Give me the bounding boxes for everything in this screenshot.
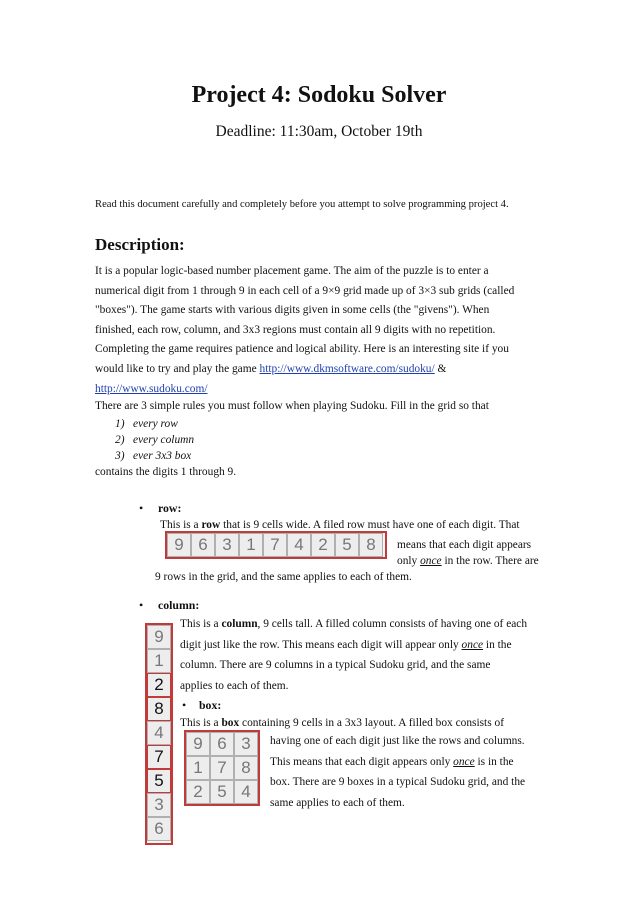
- bullet-icon: •: [139, 598, 144, 612]
- intro-text: Read this document carefully and completely before you attempt to solve programming project 4.: [95, 199, 509, 210]
- box-text-line: [270, 752, 542, 773]
- description-text: would like to try and play the game: [95, 362, 260, 375]
- rule-text: ever 3x3 box: [133, 450, 192, 462]
- description-line: numerical digit from 1 through 9 in each cell of a 9×9 grid made up of 3×3 sub grids (called: [95, 284, 515, 297]
- text-bold: column: [221, 618, 258, 630]
- column-cell: 1: [147, 649, 171, 673]
- text-fragment: that is 9 cells wide. A filed row must have one of each digit. That: [220, 519, 520, 531]
- row-cell: 9: [167, 533, 191, 557]
- row-cell: 5: [335, 533, 359, 557]
- rule-number: 3): [115, 450, 125, 462]
- description-line: It is a popular logic-based number placement game. The aim of the puzzle is to enter a: [95, 265, 489, 277]
- text-fragment: in the row. There are: [441, 555, 539, 567]
- text-fragment: is in the: [474, 755, 514, 768]
- column-cell: 6: [147, 817, 171, 841]
- row-cell: 3: [215, 533, 239, 557]
- page-title: Project 4: Sodoku Solver: [191, 82, 447, 108]
- row-cell: 1: [239, 533, 263, 557]
- row-grid: [165, 531, 387, 559]
- rule-text: every column: [133, 434, 195, 446]
- row-cell: 2: [311, 533, 335, 557]
- box-text-line: having one of each digit just like the rows and columns.: [270, 735, 525, 747]
- column-paragraph: [180, 614, 542, 696]
- bullet-icon: •: [182, 698, 187, 712]
- description-line: [95, 380, 555, 400]
- text-fragment: This is a: [160, 519, 202, 531]
- column-text-line: applies to each of them.: [180, 679, 289, 692]
- box-paragraph: [270, 731, 542, 813]
- rule-item: [115, 450, 191, 462]
- column-cell: 3: [147, 793, 171, 817]
- box-cell: 5: [210, 780, 234, 804]
- column-cell: 7: [147, 745, 171, 769]
- description-line: finished, each row, column, and 3x3 regions must contain all 9 digits with no repetition.: [95, 323, 496, 336]
- rule-number: 2): [115, 434, 125, 446]
- bullet-icon: •: [139, 501, 144, 515]
- sudoku-link[interactable]: http://www.sudoku.com/: [95, 382, 208, 395]
- text-emphasis: once: [420, 555, 442, 567]
- dkmsoftware-link[interactable]: http://www.dkmsoftware.com/sudoku/: [259, 362, 435, 375]
- rules-intro: There are 3 simple rules you must follow when playing Sudoku. Fill in the grid so that: [95, 400, 489, 412]
- box-cell: 1: [186, 756, 210, 780]
- row-text-line: means that each digit appears: [397, 539, 532, 551]
- description-text: &: [434, 362, 447, 375]
- text-fragment: in the: [483, 638, 512, 651]
- description-line: Completing the game requires patience and logical ability. Here is an interesting site if you: [95, 343, 509, 356]
- text-emphasis: once: [453, 755, 475, 768]
- row-cell: 4: [287, 533, 311, 557]
- column-text-line: [180, 635, 542, 656]
- column-cell: 9: [147, 625, 171, 649]
- description-heading: Description:: [95, 235, 185, 254]
- row-heading: row:: [158, 501, 182, 515]
- box-cell: 6: [210, 732, 234, 756]
- text-bold: row: [201, 519, 221, 531]
- box-cell: 8: [234, 756, 258, 780]
- column-cell: 8: [147, 697, 171, 721]
- box-cell: 9: [186, 732, 210, 756]
- row-cell: 6: [191, 533, 215, 557]
- column-cell: 2: [147, 673, 171, 697]
- rule-item: [115, 434, 194, 446]
- description-line: "boxes"). The game starts with various digits given in some cells (the "givens"). When: [95, 304, 490, 317]
- text-fragment: only: [397, 555, 421, 567]
- row-text-line: [397, 551, 542, 572]
- box-text-line: box. There are 9 boxes in a typical Sudoku grid, and the: [270, 776, 526, 788]
- row-cell: 8: [359, 533, 383, 557]
- description-paragraph: [95, 262, 555, 399]
- box-cell: 3: [234, 732, 258, 756]
- column-cell: 5: [147, 769, 171, 793]
- row-cell: 7: [263, 533, 287, 557]
- box-grid: [184, 730, 260, 806]
- column-grid: [145, 623, 173, 845]
- box-cell: 7: [210, 756, 234, 780]
- text-emphasis: once: [461, 638, 484, 651]
- rule-item: [115, 418, 178, 430]
- text-fragment: digit just like the row. This means each digit will appear only: [180, 638, 462, 651]
- text-fragment: containing 9 cells in a 3x3 layout. A filled box consists of: [239, 717, 504, 729]
- description-line: [95, 360, 555, 380]
- column-text-line: column. There are 9 columns in a typical Sudoku grid, and the same: [180, 659, 491, 671]
- rule-number: 1): [115, 418, 125, 430]
- text-fragment: This means that each digit appears only: [270, 755, 454, 768]
- text-fragment: , 9 cells tall. A filled column consists of having one of each: [257, 618, 528, 630]
- rules-conclusion: contains the digits 1 through 9.: [95, 466, 237, 478]
- deadline: Deadline: 11:30am, October 19th: [215, 123, 423, 140]
- rule-text: every row: [133, 418, 178, 430]
- box-heading: box:: [199, 698, 222, 712]
- row-text-line: 9 rows in the grid, and the same applies to each of them.: [155, 571, 412, 583]
- column-text-line: [180, 614, 542, 635]
- box-cell: 2: [186, 780, 210, 804]
- box-cell: 4: [234, 780, 258, 804]
- column-heading: column:: [158, 598, 200, 612]
- text-fragment: This is a: [180, 717, 222, 729]
- text-fragment: This is a: [180, 618, 222, 630]
- box-text-line: same applies to each of them.: [270, 796, 405, 809]
- text-bold: box: [221, 717, 240, 729]
- column-cell: 4: [147, 721, 171, 745]
